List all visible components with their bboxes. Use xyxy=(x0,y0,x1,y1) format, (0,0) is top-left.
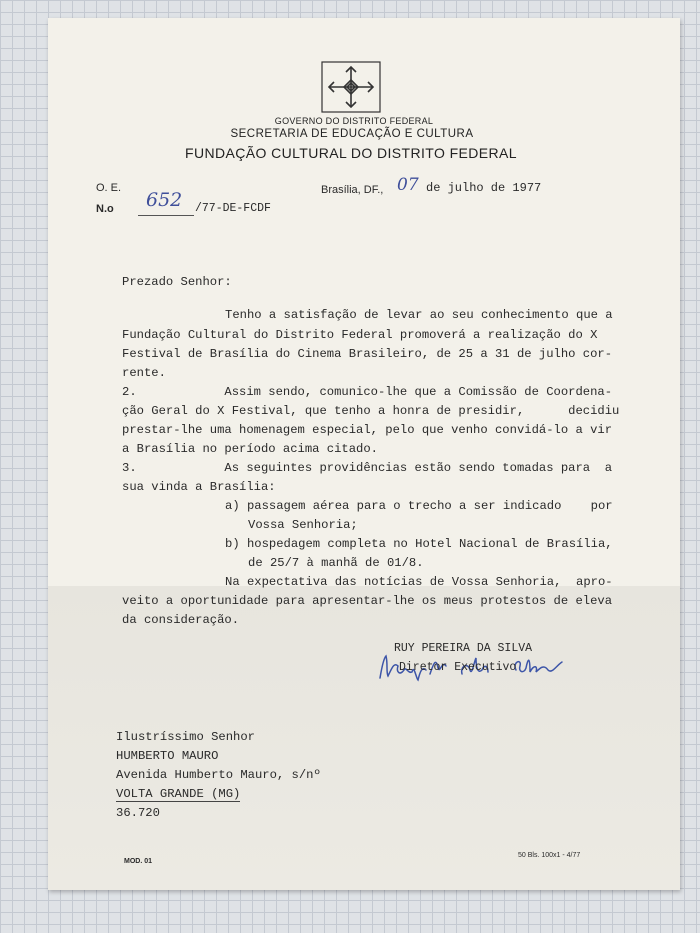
letterhead-foundation: FUNDAÇÃO CULTURAL DO DISTRITO FEDERAL xyxy=(185,145,517,161)
salutation: Prezado Senhor: xyxy=(122,275,232,289)
body-line-1: Tenho a satisfação de levar ao seu conhecimento que a xyxy=(225,308,613,322)
cross-arrows-logo-icon xyxy=(321,61,381,113)
handwritten-number: 652 xyxy=(146,189,183,211)
body-line-5: 2. Assim sendo, comunico-lhe que a Comissão de Coordena- xyxy=(122,385,613,399)
addressee-line-1: Ilustríssimo Senhor xyxy=(116,730,255,744)
body-line-17: da consideração. xyxy=(122,613,240,627)
number-label: N.o xyxy=(96,203,114,215)
footer-model: MOD. 01 xyxy=(124,858,153,865)
body-line-9: 3. As seguintes providências estão sendo tomadas para a xyxy=(122,461,613,475)
letter-page xyxy=(48,18,680,890)
letterhead-government: GOVERNO DO DISTRITO FEDERAL xyxy=(274,116,434,126)
body-line-15: Na expectativa das notícias de Vossa Senhoria, apro- xyxy=(225,575,613,589)
body-line-11: a) passagem aérea para o trecho a ser indicado por xyxy=(225,499,613,513)
addressee-line-3: Avenida Humberto Mauro, s/nº xyxy=(116,768,321,782)
body-line-14: de 25/7 à manhã de 01/8. xyxy=(248,556,424,570)
reference-suffix: /77-DE-FCDF xyxy=(195,202,271,215)
body-line-8: a Brasília no período acima citado. xyxy=(122,442,378,456)
addressee-line-2: HUMBERTO MAURO xyxy=(116,749,219,763)
date-rest: de julho de 1977 xyxy=(426,181,542,195)
body-line-16: veito a oportunidade para apresentar-lhe os meus protestos de eleva xyxy=(122,594,613,608)
body-line-13: b) hospedagem completa no Hotel Nacional de Brasília, xyxy=(225,537,613,551)
handwritten-day: 07 xyxy=(397,175,419,195)
body-line-10: sua vinda a Brasília: xyxy=(122,480,276,494)
date-place: Brasília, DF., xyxy=(321,184,384,196)
letterhead-secretariat: SECRETARIA DE EDUCAÇÃO E CULTURA xyxy=(230,128,474,140)
addressee-line-5: 36.720 xyxy=(116,806,160,820)
signatory-title: Diretor Executivo xyxy=(399,661,517,674)
body-line-3: Festival de Brasília do Cinema Brasileiro, de 25 a 31 de julho cor- xyxy=(122,347,613,361)
body-line-7: prestar-lhe uma homenagem especial, pelo que venho convidá-lo a vir xyxy=(122,423,613,437)
signatory-name: RUY PEREIRA DA SILVA xyxy=(394,642,533,655)
footer-print-info: 50 Bls. 100x1 - 4/77 xyxy=(518,852,581,859)
body-line-6: ção Geral do X Festival, que tenho a honra de presidir, decidiu xyxy=(122,404,620,418)
addressee-line-4: VOLTA GRANDE (MG) xyxy=(116,787,241,801)
oe-label: O. E. xyxy=(96,182,122,194)
number-underline xyxy=(138,215,194,216)
body-line-4: rente. xyxy=(122,366,166,380)
body-line-2: Fundação Cultural do Distrito Federal promoverá a realização do X xyxy=(122,328,598,342)
body-line-12: Vossa Senhoria; xyxy=(248,518,358,532)
